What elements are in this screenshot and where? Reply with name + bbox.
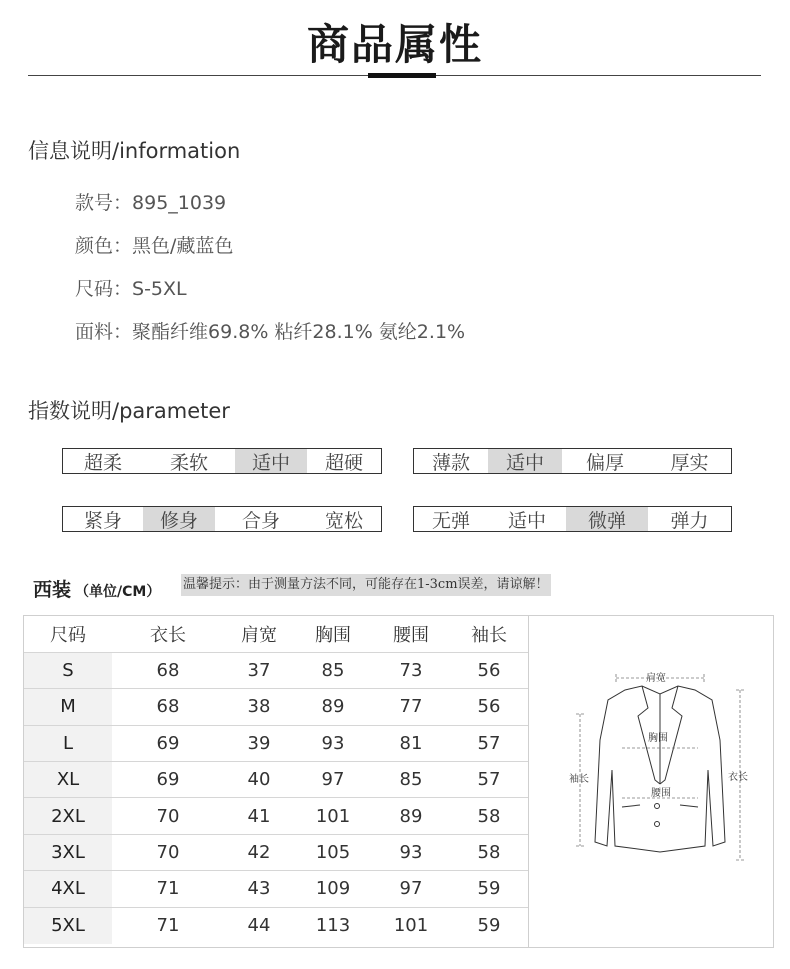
column-header: 衣长 (112, 616, 224, 652)
page-title: 商品属性 (306, 20, 483, 69)
size-cell: 3XL (24, 834, 112, 870)
measurement-cell: 44 (247, 915, 271, 937)
measurement-cell: 70 (112, 834, 224, 870)
measurement-cell: 37 (224, 652, 294, 688)
measurement-cell: 71 (156, 915, 180, 937)
scale-option: 弹力 (670, 509, 709, 532)
scale-option: 紧身 (83, 509, 122, 532)
measurement-cell: 89 (372, 798, 450, 834)
scale-option: 薄款 (431, 451, 470, 474)
measurement-cell: 105 (294, 834, 372, 870)
measurement-cell: 59 (477, 915, 501, 937)
info-row-color (75, 231, 233, 258)
jacket-outline (595, 686, 725, 852)
scale-option: 超硬 (324, 451, 363, 474)
info-label: 尺码： (75, 278, 133, 300)
measurement-tip: 温馨提示：由于测量方法不同，可能存在1-3cm误差，请谅解！ (181, 574, 551, 596)
table-row (24, 871, 528, 907)
measurement-cell: 113 (315, 915, 351, 937)
info-heading: 信息说明/information (28, 139, 241, 163)
scale-option-selected: 修身 (143, 507, 215, 531)
info-label: 颜色： (75, 235, 133, 257)
size-cell: M (24, 689, 112, 725)
scale-option: 柔软 (169, 451, 208, 474)
table-row (24, 762, 528, 798)
measurement-cell: 77 (372, 689, 450, 725)
size-cell: 2XL (24, 798, 112, 834)
table-header-row (24, 616, 528, 652)
table-row (24, 798, 528, 834)
measurement-cell: 57 (450, 725, 528, 761)
table-row (24, 725, 528, 761)
measurement-cell: 56 (450, 652, 528, 688)
column-header: 肩宽 (224, 616, 294, 652)
table-row (24, 652, 528, 688)
measurement-cell: 101 (294, 798, 372, 834)
scale-option-selected: 适中 (235, 449, 307, 473)
product-name: 西装 (33, 579, 72, 601)
measurement-cell: 93 (294, 725, 372, 761)
column-header: 袖长 (450, 616, 528, 652)
measurement-cell: 38 (224, 689, 294, 725)
measurement-cell: 43 (224, 871, 294, 907)
measurement-cell: 68 (112, 652, 224, 688)
scale-fit (62, 506, 382, 532)
scale-softness (62, 448, 382, 474)
measurement-cell: 59 (450, 871, 528, 907)
waist-label: 腰围 (651, 788, 671, 799)
measurement-cell: 89 (294, 689, 372, 725)
chest-label: 胸围 (648, 733, 668, 744)
measurement-cell: 85 (294, 652, 372, 688)
measurement-cell: 73 (372, 652, 450, 688)
scale-option: 合身 (241, 509, 280, 532)
column-header: 腰围 (372, 616, 450, 652)
scale-option: 偏厚 (585, 451, 624, 474)
measurement-cell: 41 (224, 798, 294, 834)
measurement-cell: 57 (450, 762, 528, 798)
sleeve-label: 袖长 (569, 774, 589, 785)
measurement-cell: 93 (372, 834, 450, 870)
measurement-cell: 40 (224, 762, 294, 798)
measurement-cell: 85 (372, 762, 450, 798)
table-row (24, 907, 528, 943)
size-cell: L (24, 725, 112, 761)
scale-option-selected: 适中 (488, 449, 562, 473)
column-header: 胸围 (294, 616, 372, 652)
scale-option: 适中 (507, 509, 546, 532)
title-accent-bar (368, 73, 436, 78)
scale-option: 超柔 (83, 451, 122, 474)
measurement-cell: 56 (450, 689, 528, 725)
size-cell: XL (24, 762, 112, 798)
info-value: 黑色/藏蓝色 (132, 235, 234, 257)
measurement-cell: 42 (224, 834, 294, 870)
measurement-cell: 70 (112, 798, 224, 834)
scale-option: 厚实 (670, 451, 709, 474)
measurement-cell: 69 (112, 762, 224, 798)
measurement-cell: 97 (372, 871, 450, 907)
length-label: 衣长 (728, 772, 748, 783)
unit-label: （单位/CM） (75, 584, 161, 600)
info-row-size (75, 274, 187, 301)
scale-option-selected: 微弹 (566, 507, 648, 531)
scale-option: 无弹 (431, 509, 470, 532)
scale-option: 宽松 (324, 509, 363, 532)
size-cell: 4XL (24, 871, 112, 907)
measurement-cell: 101 (393, 915, 429, 937)
scale-elasticity (413, 506, 732, 532)
measurement-cell: 58 (450, 834, 528, 870)
measurement-cell: 39 (224, 725, 294, 761)
info-row-fabric (75, 317, 465, 344)
info-row-style-number (75, 188, 226, 215)
measurement-cell: 69 (112, 725, 224, 761)
measurement-cell: 71 (112, 871, 224, 907)
measurement-cell: 58 (450, 798, 528, 834)
scale-thickness (413, 448, 732, 474)
table-row (24, 689, 528, 725)
size-table (24, 616, 528, 944)
info-label: 款号： (75, 192, 133, 214)
measurement-cell: 97 (294, 762, 372, 798)
size-cell: 5XL (24, 907, 112, 943)
column-header: 尺码 (24, 616, 112, 652)
table-row (24, 834, 528, 870)
parameter-heading: 指数说明/parameter (28, 399, 230, 423)
jacket-measurement-diagram (560, 660, 760, 870)
info-value: 895_1039 (132, 192, 227, 214)
shoulder-label: 肩宽 (646, 673, 666, 684)
measurement-cell: 109 (294, 871, 372, 907)
size-cell: S (24, 652, 112, 688)
info-value: S-5XL (132, 278, 187, 300)
size-chart-title (33, 575, 160, 602)
size-table-body (24, 616, 528, 944)
measurement-cell: 68 (112, 689, 224, 725)
info-value: 聚酯纤维69.8% 粘纤28.1% 氨纶2.1% (132, 321, 466, 343)
measurement-cell: 81 (372, 725, 450, 761)
size-chart-divider (528, 615, 529, 948)
info-label: 面料： (75, 321, 133, 343)
